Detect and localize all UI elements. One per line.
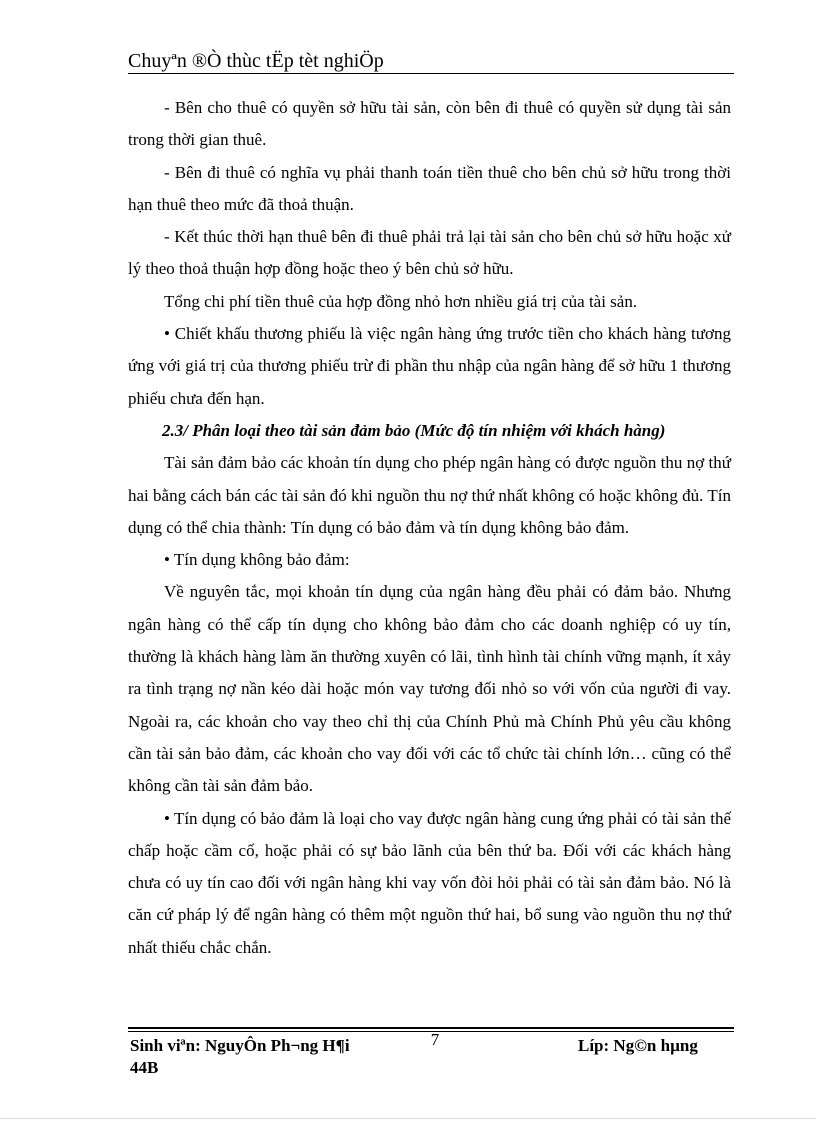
footer-class: Líp: Ng©n hµng xyxy=(578,1036,698,1055)
body-paragraph: • Chiết khấu thương phiếu là việc ngân hàng ứng trước tiền cho khách hàng tương ứng với giá trị của thương phiếu trừ đi phần thu nhập của ngân hàng để sở hữu 1 thương phiếu chưa đến hạn. xyxy=(128,324,731,408)
body-paragraph: Về nguyên tắc, mọi khoản tín dụng của ngân hàng đều phải có đảm bảo. Nhưng ngân hàng có thể cấp tín dụng cho không bảo đảm cho các doanh nghiệp có uy tín, thường là khách hàng làm ăn thường xuyên có lãi, tình hình tài chính vững mạnh, ít xảy ra tình trạng nợ nần kéo dài hoặc món vay tương đối nhỏ so với vốn của người đi vay. Ngoài ra, các khoản cho vay theo chỉ thị của Chính Phủ mà Chính Phủ yêu cầu không cần tài sản bảo đảm, các khoản cho vay đối với các tổ chức tài chính lớn… cũng có thể không cần tài sản đảm bảo. xyxy=(128,582,731,796)
header-rule xyxy=(128,73,734,74)
section-heading: 2.3/ Phân loại theo tài sản đảm bảo (Mức độ tín nhiệm với khách hàng) xyxy=(162,420,666,440)
body-paragraph: Tài sản đảm bảo các khoản tín dụng cho phép ngân hàng có được nguồn thu nợ thứ hai bằng cách bán các tài sản đó khi nguồn thu nợ thứ nhất không có hoặc không đủ. Tín dụng có thể chia thành: Tín dụng có bảo đảm và tín dụng không bảo đảm. xyxy=(128,453,731,537)
footer-rule xyxy=(128,1027,734,1029)
document-body xyxy=(128,92,731,964)
page-bottom-edge xyxy=(0,1118,816,1119)
footer-student-class-code: 44B xyxy=(130,1058,159,1077)
page-number: 7 xyxy=(430,1030,440,1049)
page-header: Chuyªn ®Ò thùc tËp tèt nghiÖp xyxy=(128,50,384,72)
body-paragraph: • Tín dụng có bảo đảm là loại cho vay được ngân hàng cung ứng phải có tài sản thế chấp hoặc cầm cố, hoặc phải có sự bảo lãnh của bên thứ ba. Đối với các khách hàng chưa có uy tín cao đối với ngân hàng khi vay vốn đòi hỏi phải có tài sản đảm bảo. Nó là căn cứ pháp lý để ngân hàng có thêm một nguồn thứ hai, bổ sung vào nguồn thu nợ thứ nhất thiếu chắc chắn. xyxy=(128,808,731,957)
body-paragraph: • Tín dụng không bảo đảm: xyxy=(164,550,350,570)
body-paragraph: Tổng chi phí tiền thuê của hợp đồng nhỏ hơn nhiều giá trị của tài sản. xyxy=(164,291,638,311)
footer-student xyxy=(130,1035,430,1079)
body-paragraph: - Bên cho thuê có quyền sở hữu tài sản, còn bên đi thuê có quyền sử dụng tài sản trong thời gian thuê. xyxy=(128,98,731,150)
footer-student-name: Sinh viªn: NguyÔn Ph¬ng H¶i xyxy=(130,1036,350,1055)
body-paragraph: - Kết thúc thời hạn thuê bên đi thuê phải trả lại tài sản cho bên chủ sở hữu hoặc xử lý theo thoả thuận hợp đồng hoặc theo ý bên chủ sở hữu. xyxy=(128,227,731,279)
body-paragraph: - Bên đi thuê có nghĩa vụ phải thanh toán tiền thuê cho bên chủ sở hữu trong thời hạn thuê theo mức đã thoả thuận. xyxy=(128,162,731,214)
